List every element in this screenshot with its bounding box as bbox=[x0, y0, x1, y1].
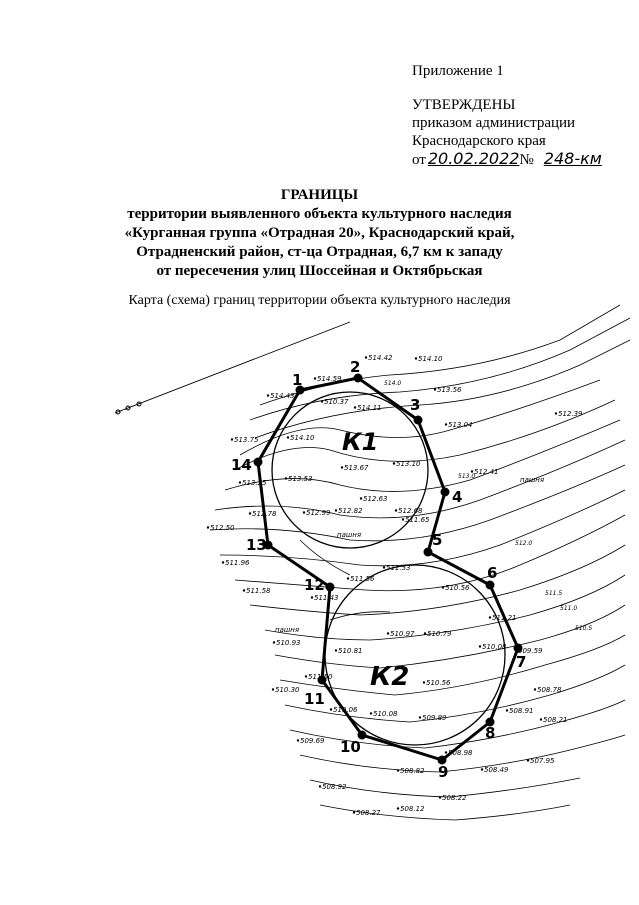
elevation-label: 508.82 bbox=[400, 767, 425, 775]
elevation-label: 513.10 bbox=[396, 460, 421, 468]
elevation-dot bbox=[243, 589, 245, 591]
vertex-label: 6 bbox=[487, 564, 498, 582]
elevation-dot bbox=[319, 785, 321, 787]
elevation-dot bbox=[353, 811, 355, 813]
elevation-points bbox=[207, 354, 583, 817]
vertex-label: 5 bbox=[432, 531, 443, 549]
elevation-label: 511.50 bbox=[308, 673, 333, 681]
elevation-dot bbox=[527, 759, 529, 761]
elevation-dot bbox=[387, 632, 389, 634]
contour-label: 513.0 bbox=[458, 473, 476, 480]
elevation-dot bbox=[222, 561, 224, 563]
elevation-dot bbox=[397, 769, 399, 771]
elevation-dot bbox=[273, 641, 275, 643]
elevation-dot bbox=[423, 681, 425, 683]
elevation-dot bbox=[424, 632, 426, 634]
elevation-label: 508.27 bbox=[356, 809, 381, 817]
elevation-label: 514.11 bbox=[357, 404, 382, 412]
elevation-dot bbox=[442, 586, 444, 588]
elevation-dot bbox=[303, 511, 305, 513]
elevation-label: 508.22 bbox=[442, 794, 467, 802]
elevation-label: 511.56 bbox=[350, 575, 375, 583]
elevation-dot bbox=[311, 596, 313, 598]
elevation-label: 508.78 bbox=[537, 686, 562, 694]
elevation-label: 509.69 bbox=[300, 737, 325, 745]
elevation-dot bbox=[287, 436, 289, 438]
elevation-dot bbox=[285, 477, 287, 479]
elevation-dot bbox=[335, 509, 337, 511]
elevation-label: 513.56 bbox=[437, 386, 462, 394]
elevation-label: 510.81 bbox=[338, 647, 363, 655]
elevation-label: 513.53 bbox=[288, 475, 313, 483]
elevation-dot bbox=[393, 462, 395, 464]
vertex-label: 9 bbox=[438, 763, 449, 781]
title-line-1: территории выявленного объекта культурного наследия bbox=[127, 206, 512, 222]
elevation-label: 512.41 bbox=[474, 468, 499, 476]
elevation-label: 511.96 bbox=[225, 559, 250, 567]
elevation-label: 510.08 bbox=[482, 643, 507, 651]
contour-label: 512.0 bbox=[515, 540, 533, 547]
elevation-label: 509.89 bbox=[422, 714, 447, 722]
document-heading: ГРАНИЦЫ bbox=[280, 187, 359, 203]
elevation-dot bbox=[397, 807, 399, 809]
elevation-label: 512.63 bbox=[363, 495, 388, 503]
elevation-dot bbox=[445, 423, 447, 425]
elevation-dot bbox=[272, 688, 274, 690]
elevation-dot bbox=[555, 412, 557, 414]
title-line-3: Отрадненский район, ст-ца Отрадная, 6,7 км к западу bbox=[136, 244, 503, 260]
elevation-label: 508.12 bbox=[400, 805, 425, 813]
elevation-label: 511.65 bbox=[405, 516, 430, 524]
title-line-4: от пересечения улиц Шоссейная и Октябрьская bbox=[156, 263, 483, 279]
elevation-label: 513.75 bbox=[234, 436, 259, 444]
appendix-label: Приложение 1 bbox=[412, 63, 504, 79]
elevation-label: 514.42 bbox=[368, 354, 393, 362]
elevation-dot bbox=[540, 718, 542, 720]
elevation-label: 512.50 bbox=[210, 524, 235, 532]
elevation-label: 514.10 bbox=[290, 434, 315, 442]
elevation-label: 513.67 bbox=[344, 464, 369, 472]
elevation-dot bbox=[347, 577, 349, 579]
number-symbol: № bbox=[519, 152, 534, 168]
approval-number: 248-км bbox=[543, 149, 602, 168]
elevation-dot bbox=[439, 796, 441, 798]
mound-k2-circle bbox=[325, 565, 505, 745]
vertex-label: 3 bbox=[410, 396, 421, 414]
elevation-label: 512.39 bbox=[558, 410, 583, 418]
elevation-label: 510.37 bbox=[324, 398, 349, 406]
contour-label: 511.0 bbox=[560, 605, 578, 612]
approved-line1: приказом администрации bbox=[412, 115, 576, 131]
elevation-dot bbox=[415, 357, 417, 359]
elevation-dot bbox=[314, 377, 316, 379]
elevation-label: 513.04 bbox=[448, 421, 473, 429]
elevation-dot bbox=[354, 406, 356, 408]
elevation-dot bbox=[341, 466, 343, 468]
vertex-label: 2 bbox=[350, 358, 361, 376]
vertex-label: 14 bbox=[231, 456, 252, 474]
elevation-label: 510.93 bbox=[276, 639, 301, 647]
elevation-label: 508.92 bbox=[322, 783, 347, 791]
elevation-dot bbox=[434, 388, 436, 390]
elevation-dot bbox=[419, 716, 421, 718]
elevation-dot bbox=[479, 645, 481, 647]
from-prefix: от bbox=[412, 152, 426, 168]
elevation-label: 508.98 bbox=[448, 749, 473, 757]
elevation-label: 511.21 bbox=[492, 614, 517, 622]
elevation-label: 511.58 bbox=[246, 587, 271, 595]
elevation-dot bbox=[305, 675, 307, 677]
elevation-dot bbox=[365, 356, 367, 358]
vertex-label: 12 bbox=[304, 576, 325, 594]
elevation-label: 508.49 bbox=[484, 766, 509, 774]
elevation-dot bbox=[445, 751, 447, 753]
elevation-dot bbox=[534, 688, 536, 690]
elevation-label: 512.99 bbox=[306, 509, 331, 517]
elevation-label: 510.97 bbox=[390, 630, 415, 638]
map-subtitle: Карта (схема) границ территории объекта культурного наследия bbox=[128, 293, 511, 308]
vertex-label: 7 bbox=[516, 653, 527, 671]
contour-label: 510.5 bbox=[575, 625, 593, 632]
elevation-label: 511.43 bbox=[314, 594, 339, 602]
elevation-dot bbox=[481, 768, 483, 770]
elevation-dot bbox=[370, 712, 372, 714]
elevation-label: 508.91 bbox=[509, 707, 534, 715]
vertex-label: 8 bbox=[485, 724, 496, 742]
approval-date: 20.02.2022 bbox=[427, 149, 520, 168]
elevation-label: 510.56 bbox=[426, 679, 451, 687]
elevation-dot bbox=[395, 509, 397, 511]
contour-lines bbox=[210, 305, 630, 820]
elevation-label: 510.56 bbox=[445, 584, 470, 592]
elevation-dot bbox=[360, 497, 362, 499]
approved-line2: Краснодарского края bbox=[412, 133, 546, 149]
elevation-label: 512.82 bbox=[338, 507, 363, 515]
field-label: пашня bbox=[337, 531, 362, 539]
elevation-dot bbox=[321, 400, 323, 402]
elevation-label: 513.25 bbox=[242, 479, 267, 487]
elevation-dot bbox=[335, 649, 337, 651]
elevation-label: 510.08 bbox=[373, 710, 398, 718]
elevation-label: 510.79 bbox=[427, 630, 452, 638]
vertex-label: 1 bbox=[292, 371, 303, 389]
elevation-dot bbox=[515, 649, 517, 651]
elevation-dot bbox=[207, 526, 209, 528]
elevation-label: 507.95 bbox=[530, 757, 555, 765]
title-line-2: «Курганная группа «Отрадная 20», Краснодарский край, bbox=[124, 225, 515, 241]
elevation-label: 508.21 bbox=[543, 716, 568, 724]
field-label: пашня bbox=[275, 626, 300, 634]
elevation-label: 510.06 bbox=[333, 706, 358, 714]
mound-k1-label: К1 bbox=[342, 428, 379, 456]
elevation-label: 514.10 bbox=[418, 355, 443, 363]
approved-label: УТВЕРЖДЕНЫ bbox=[412, 97, 516, 113]
elevation-dot bbox=[471, 470, 473, 472]
contour-label: 514.0 bbox=[384, 380, 402, 387]
mound-k2-label: К2 bbox=[370, 662, 410, 692]
elevation-dot bbox=[489, 616, 491, 618]
elevation-label: 510.30 bbox=[275, 686, 300, 694]
elevation-dot bbox=[383, 566, 385, 568]
elevation-dot bbox=[506, 709, 508, 711]
vertex-label: 10 bbox=[340, 738, 361, 756]
elevation-dot bbox=[249, 512, 251, 514]
contour-label: 511.5 bbox=[545, 590, 563, 597]
field-label: пашня bbox=[520, 476, 545, 484]
elevation-label: 511.53 bbox=[386, 564, 411, 572]
elevation-dot bbox=[330, 708, 332, 710]
elevation-dot bbox=[239, 481, 241, 483]
vertex-label: 13 bbox=[246, 536, 267, 554]
elevation-label: 514.59 bbox=[317, 375, 342, 383]
elevation-label: 512.78 bbox=[252, 510, 277, 518]
elevation-dot bbox=[297, 739, 299, 741]
elevation-dot bbox=[231, 438, 233, 440]
elevation-label: 512.68 bbox=[398, 507, 423, 515]
vertex-label: 11 bbox=[304, 690, 325, 708]
elevation-label: 509.59 bbox=[518, 647, 543, 655]
elevation-dot bbox=[267, 394, 269, 396]
elevation-dot bbox=[402, 518, 404, 520]
elevation-label: 514.43 bbox=[270, 392, 295, 400]
vertex-label: 4 bbox=[452, 488, 463, 506]
